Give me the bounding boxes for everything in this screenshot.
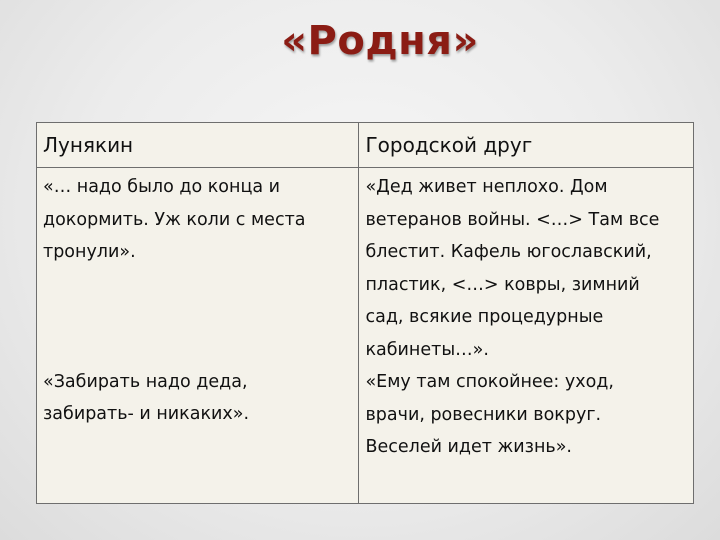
quote-text: «Дед живет неплохо. Дом ветеранов войны. <…> Там все блестит. Кафель югославский, пластик, <…> ковры, зимний сад, всякие процедурные кабинеты…». <box>365 177 660 360</box>
table-row <box>37 168 694 504</box>
cell-lunyakin-quotes <box>37 168 359 504</box>
comparison-table <box>36 122 694 504</box>
header-cell-lunyakin <box>37 123 359 168</box>
quote-text: «… надо было до конца и докормить. Уж коли с места тронули». <box>43 177 306 262</box>
quote-text: «Забирать надо деда, забирать- и никаких». <box>43 371 250 424</box>
slide-title: «Родня» <box>281 18 479 64</box>
header-label: Лунякин <box>43 133 134 157</box>
table-header-row <box>37 123 694 168</box>
header-cell-city-friend <box>359 123 694 168</box>
header-label: Городской друг <box>365 133 533 157</box>
cell-city-friend-quotes <box>359 168 694 504</box>
quote-text: «Ему там спокойнее: уход, врачи, ровесники вокруг. Веселей идет жизнь». <box>365 372 614 457</box>
